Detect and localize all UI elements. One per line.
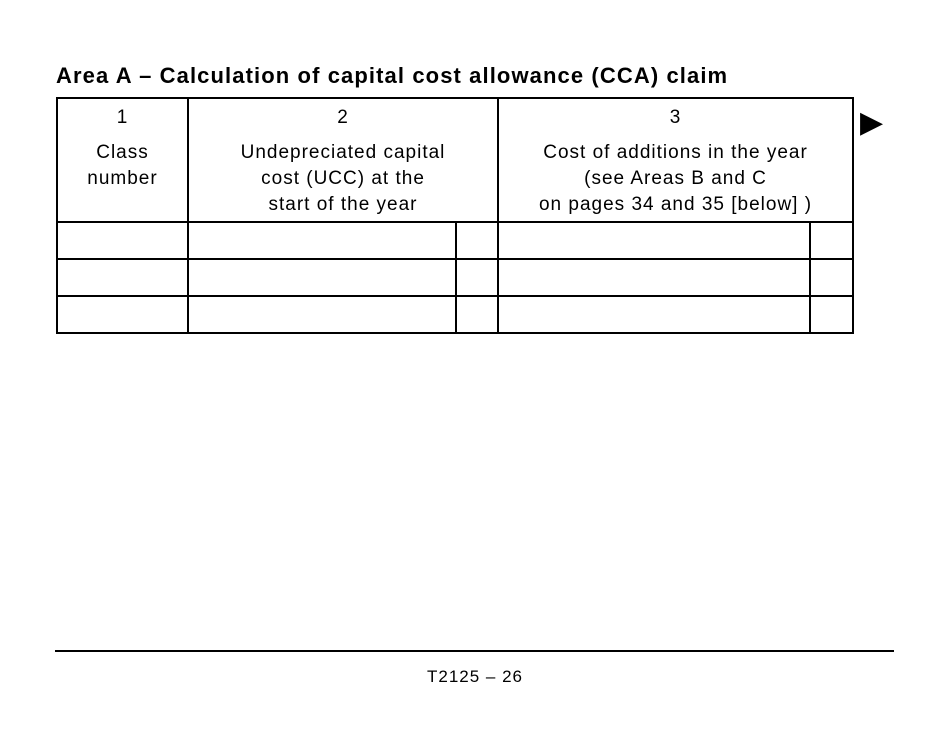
ucc-dollars-cell[interactable] [188,296,456,333]
additions-cents-cell[interactable] [810,296,853,333]
column-number: 1 [116,107,129,128]
table-row [57,222,853,259]
class-number-input[interactable] [58,223,187,258]
column-number: 2 [337,107,349,128]
page-label: T2125 – 26 [426,667,523,686]
additions-cents-input[interactable] [811,260,852,295]
column-header-additions [498,98,853,222]
additions-dollars-cell[interactable] [498,296,810,333]
additions-cents-cell[interactable] [810,222,853,259]
section-title: Area A – Calculation of capital cost allowance (CCA) claim [56,63,729,88]
ucc-dollars-input[interactable] [189,223,455,258]
additions-dollars-input[interactable] [499,223,809,258]
additions-cents-cell[interactable] [810,259,853,296]
class-number-cell[interactable] [57,296,188,333]
class-number-cell[interactable] [57,222,188,259]
class-number-input[interactable] [58,260,187,295]
additions-dollars-input[interactable] [499,297,809,332]
ucc-cents-input[interactable] [457,260,497,295]
column-label: Undepreciated capital cost (UCC) at the start of the year [240,142,446,215]
footer-divider [55,650,894,652]
ucc-cents-cell[interactable] [456,259,498,296]
continue-arrow-icon: ▶ [860,106,884,139]
additions-dollars-input[interactable] [499,260,809,295]
ucc-dollars-input[interactable] [189,260,455,295]
cca-calculation-table [56,97,854,334]
table-row [57,259,853,296]
class-number-cell[interactable] [57,259,188,296]
column-label: Cost of additions in the year (see Areas B and C on pages 34 and 35 [below] ) [538,142,813,215]
ucc-cents-cell[interactable] [456,296,498,333]
additions-dollars-cell[interactable] [498,259,810,296]
ucc-cents-input[interactable] [457,297,497,332]
ucc-cents-cell[interactable] [456,222,498,259]
column-header-ucc [188,98,498,222]
additions-dollars-cell[interactable] [498,222,810,259]
additions-cents-input[interactable] [811,297,852,332]
additions-cents-input[interactable] [811,223,852,258]
ucc-dollars-cell[interactable] [188,259,456,296]
column-label: Class number [87,142,158,189]
table-row [57,296,853,333]
table-header-row [57,98,853,222]
ucc-dollars-cell[interactable] [188,222,456,259]
ucc-dollars-input[interactable] [189,297,455,332]
class-number-input[interactable] [58,297,187,332]
column-number: 3 [669,107,682,128]
ucc-cents-input[interactable] [457,223,497,258]
column-header-class [57,98,188,222]
